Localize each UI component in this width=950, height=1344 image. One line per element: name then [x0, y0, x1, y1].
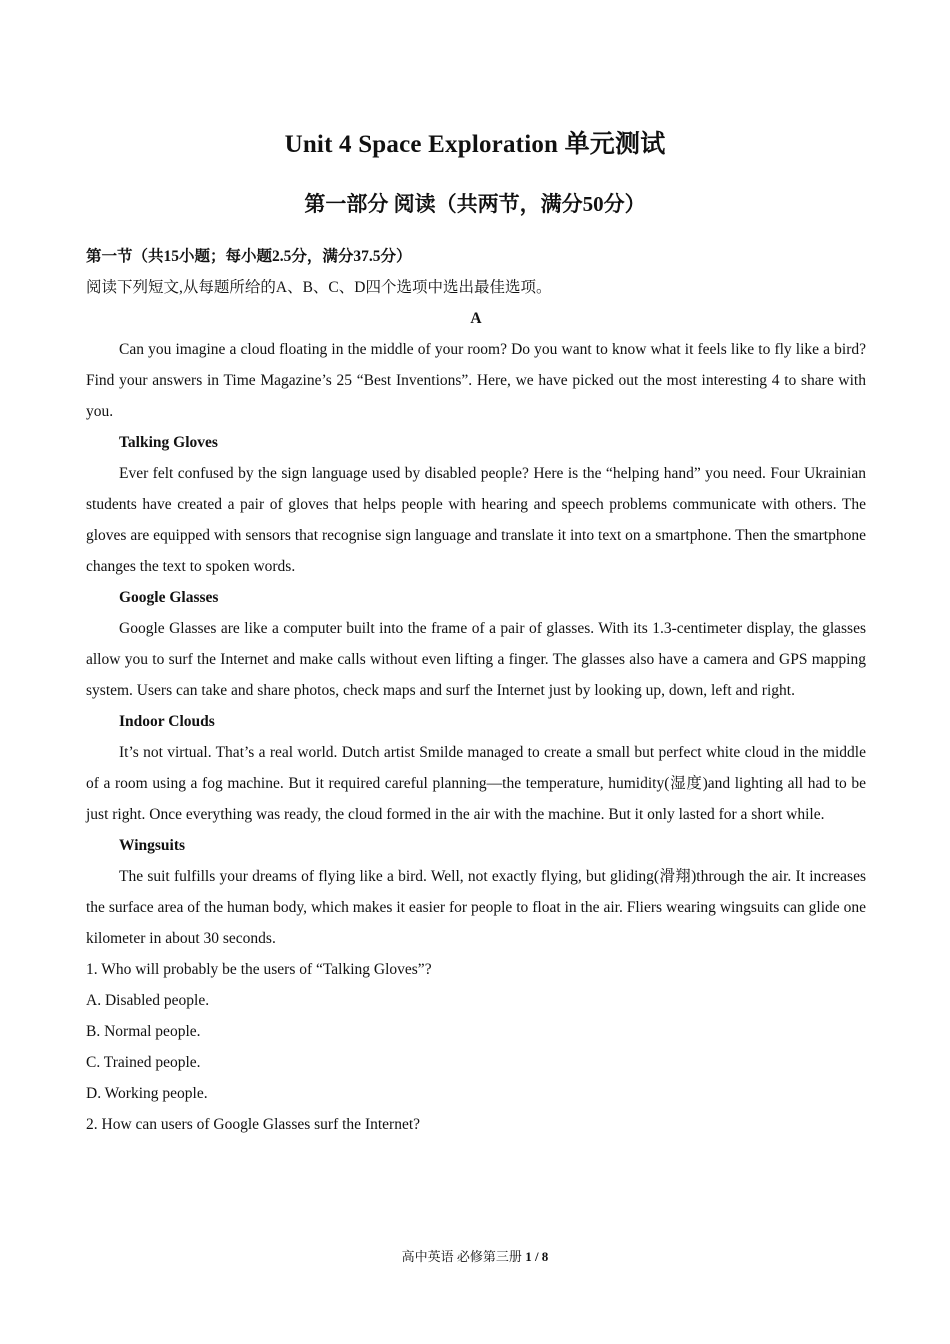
page-footer	[0, 1246, 950, 1265]
item-heading-wingsuits: Wingsuits	[119, 837, 186, 854]
question-1-option-c: C. Trained people.	[86, 1054, 201, 1071]
section-heading: 第一节（共15小题；每小题2.5分，满分37.5分）	[86, 248, 412, 265]
question-1-option-a: A. Disabled people.	[86, 992, 210, 1009]
footer-page-number: 1 / 8	[525, 1249, 549, 1264]
part-title: 第一部分 阅读（共两节，满分50分）	[304, 192, 646, 216]
question-1-option-b: B. Normal people.	[86, 1023, 201, 1040]
item-heading-indoor-clouds: Indoor Clouds	[119, 713, 215, 730]
passage-intro: Can you imagine a cloud floating in the middle of your room? Do you want to know what it feels like to fly like a bird? Find your answers in Time Magazine’s 25 “Best Inventions”. Here, we have picked out the most interesting 4 to share with you.	[86, 341, 866, 420]
question-1-option-d: D. Working people.	[86, 1085, 208, 1102]
item-text-talking-gloves: Ever felt confused by the sign language used by disabled people? Here is the “helping hand” you need. Four Ukrainian students have created a pair of gloves that helps people with hearing and speech problems communicate with others. The gloves are equipped with sensors that recognise sign language and translate it into text on a smartphone. Then the smartphone changes the text to spoken words.	[86, 465, 866, 575]
main-content	[86, 241, 866, 1140]
item-text-indoor-clouds: It’s not virtual. That’s a real world. Dutch artist Smilde managed to create a small but perfect white cloud in the middle of a room using a fog machine. But it required careful planning—the temperature, humidity(湿度)and lighting all had to be just right. Once everything was ready, the cloud formed in the air with the machine. But it only lasted for a short while.	[86, 744, 866, 823]
item-text-google-glasses: Google Glasses are like a computer built into the frame of a pair of glasses. With its 1.3-centimeter display, the glasses allow you to surf the Internet and make calls without even lifting a finger. The glasses also have a camera and GPS mapping system. Users can take and share photos, check maps and surf the Internet just by looking up, down, left and right.	[86, 620, 866, 699]
item-heading-talking-gloves: Talking Gloves	[119, 434, 218, 451]
passage-letter: A	[470, 310, 482, 327]
instruction-text: 阅读下列短文,从每题所给的A、B、C、D四个选项中选出最佳选项。	[86, 279, 552, 296]
item-heading-google-glasses: Google Glasses	[119, 589, 219, 606]
unit-title: Unit 4 Space Exploration 单元测试	[284, 131, 666, 158]
item-text-wingsuits: The suit fulfills your dreams of flying like a bird. Well, not exactly flying, but gliding(滑翔)through the air. It increases the surface area of the human body, which makes it easier for people to float in the air. Fliers wearing wingsuits can glide one kilometer in about 30 seconds.	[86, 868, 866, 947]
footer-book: 高中英语 必修第三册	[401, 1249, 522, 1264]
question-2: 2. How can users of Google Glasses surf the Internet?	[86, 1116, 421, 1133]
question-1: 1. Who will probably be the users of “Talking Gloves”?	[86, 961, 432, 978]
